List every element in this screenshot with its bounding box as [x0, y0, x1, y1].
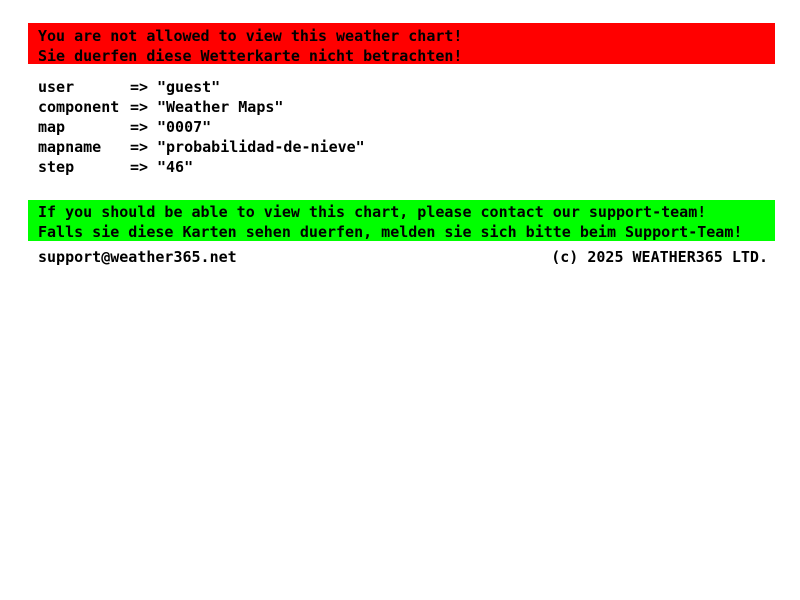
- detail-row-user: [38, 77, 365, 97]
- footer: [38, 247, 768, 267]
- detail-row-map: [38, 117, 365, 137]
- arrow-glyph: =>: [130, 98, 149, 116]
- detail-value-user: "guest": [157, 78, 221, 96]
- detail-key-step: step: [38, 158, 75, 176]
- detail-value-step: "46": [157, 158, 194, 176]
- detail-row-mapname: [38, 137, 365, 157]
- detail-key-component: component: [38, 98, 120, 116]
- detail-key-mapname: mapname: [38, 138, 102, 156]
- arrow-glyph: =>: [130, 158, 149, 176]
- support-email: support@weather365.net: [38, 248, 237, 266]
- support-message-de: Falls sie diese Karten sehen duerfen, melden sie sich bitte beim Support-Team!: [38, 223, 743, 241]
- detail-row-step: [38, 157, 365, 177]
- arrow-glyph: =>: [130, 118, 149, 136]
- access-denied-message-en: You are not allowed to view this weather chart!: [38, 27, 463, 45]
- arrow-glyph: =>: [130, 138, 149, 156]
- detail-value-mapname: "probabilidad-de-nieve": [157, 138, 365, 156]
- copyright-notice: (c) 2025 WEATHER365 LTD.: [551, 248, 768, 266]
- arrow-glyph: =>: [130, 78, 149, 96]
- detail-value-component: "Weather Maps": [157, 98, 284, 116]
- support-message-en: If you should be able to view this chart, please contact our support-team!: [38, 203, 707, 221]
- request-details: [38, 77, 365, 177]
- access-denied-message-de: Sie duerfen diese Wetterkarte nicht betrachten!: [38, 47, 463, 64]
- detail-key-map: map: [38, 118, 66, 136]
- detail-row-component: [38, 97, 365, 117]
- detail-key-user: user: [38, 78, 75, 96]
- support-contact-banner: [28, 200, 775, 241]
- detail-value-map: "0007": [157, 118, 212, 136]
- access-denied-banner: [28, 23, 775, 64]
